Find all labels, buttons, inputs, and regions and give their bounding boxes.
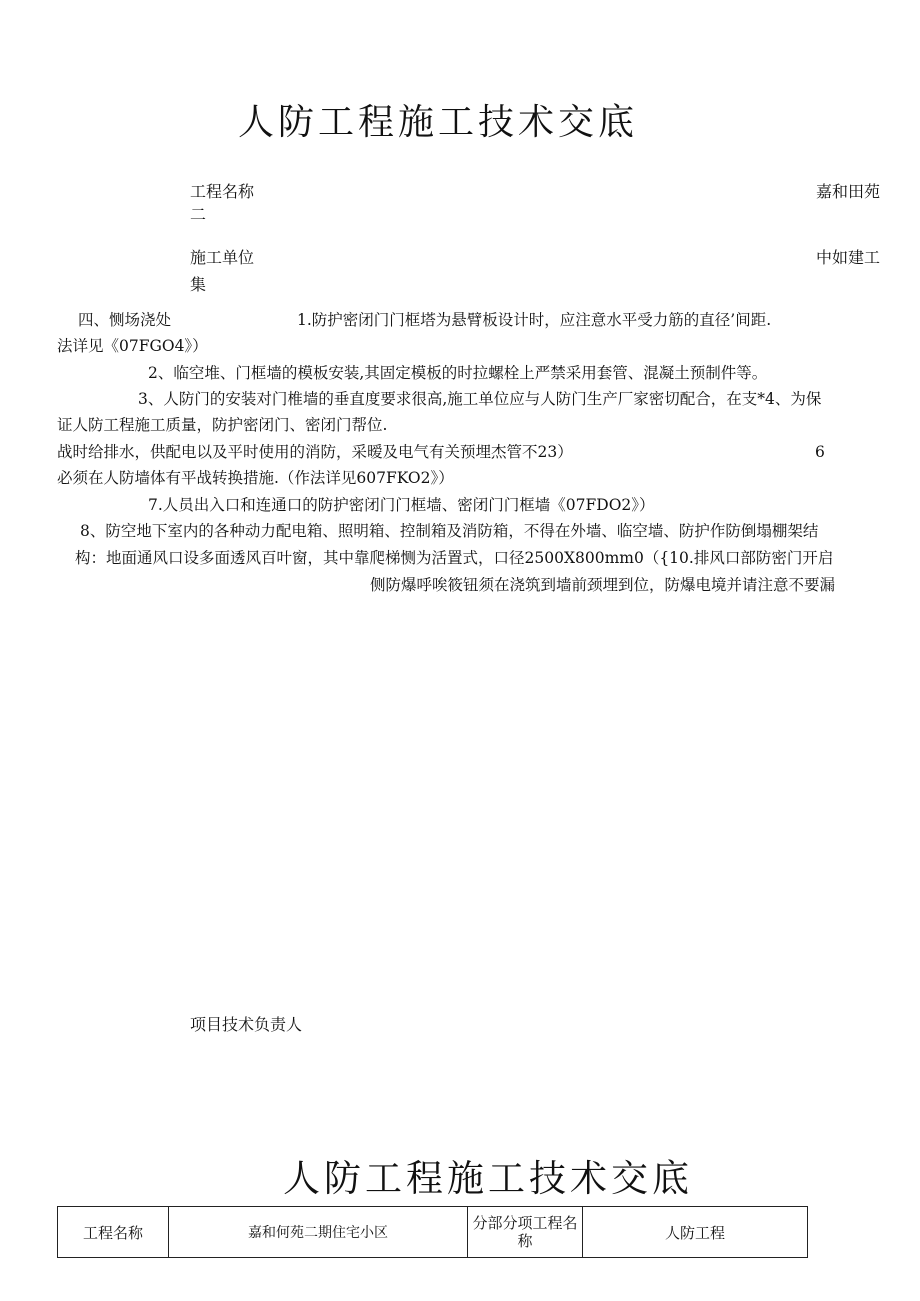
document-title: 人防工程施工技术交底 — [238, 102, 639, 143]
construction-unit-wrap: 集 — [190, 275, 207, 294]
paragraph-line: 证人防工程施工质量，防护密闭门、密闭门帮位. — [57, 416, 388, 434]
paragraph-line: 3、人防门的安装对门椎墙的垂直度要求很高,施工单位应与人防门生产厂家密切配合，在支*4、为保 — [138, 390, 822, 408]
document-title-2: 人防工程施工技术交底 — [283, 1157, 693, 1200]
project-name-header: 工程名称 — [58, 1207, 169, 1258]
paragraph-line: 法详见《07FGO4》） — [57, 337, 208, 355]
subproject-name-header: 分部分项工程名称 — [468, 1207, 583, 1258]
project-name-label: 工程名称 — [190, 182, 255, 201]
section-heading: 四、恻场浇处 — [78, 311, 172, 329]
table-row — [58, 1207, 808, 1258]
project-name-cell: 嘉和何苑二期住宅小区 — [169, 1207, 468, 1258]
paragraph-line: 侧防爆呼唉筱钮须在浇筑到墙前颈埋到位，防爆电境并请注意不要漏 — [370, 576, 836, 594]
paragraph-number: 6 — [815, 443, 825, 461]
paragraph-line: 必须在人防墙体有平战转换措施.（作法详见607FKO2》） — [57, 469, 454, 487]
paragraph-line: 构：地面通风口设多面透风百叶窗，其中靠爬梯恻为活置式，口径2500X800mm0（{10.排风口部防密门开启 — [75, 549, 834, 567]
project-info-table — [57, 1206, 808, 1258]
paragraph-line: 1.防护密闭门门框塔为悬臂板设计时，应注意水平受力筋的直径’间距. — [297, 311, 772, 329]
subproject-name-cell: 人防工程 — [583, 1207, 808, 1258]
paragraph-line: 7.人员出入口和连通口的防护密闭门门框墙、密闭门门框墙《07FDO2》） — [148, 496, 655, 514]
construction-unit-value: 中如建工 — [816, 248, 881, 267]
project-name-wrap: 二 — [190, 205, 207, 224]
paragraph-line: 8、防空地下室内的各种动力配电箱、照明箱、控制箱及消防箱，不得在外墙、临空墙、防护作防倒塌棚架结 — [80, 522, 819, 540]
construction-unit-label: 施工单位 — [190, 248, 255, 267]
paragraph-line: 2、临空堆、门框墙的模板安装,其固定模板的时拉螺栓上严禁采用套管、混凝土预制件等。 — [148, 364, 768, 382]
responsible-person-label: 项目技术负责人 — [190, 1015, 303, 1034]
project-name-value: 嘉和田苑 — [816, 182, 881, 201]
paragraph-line: 战时给排水，供配电以及平时使用的消防，采暧及电气有关预埋杰管不23） — [57, 443, 573, 461]
